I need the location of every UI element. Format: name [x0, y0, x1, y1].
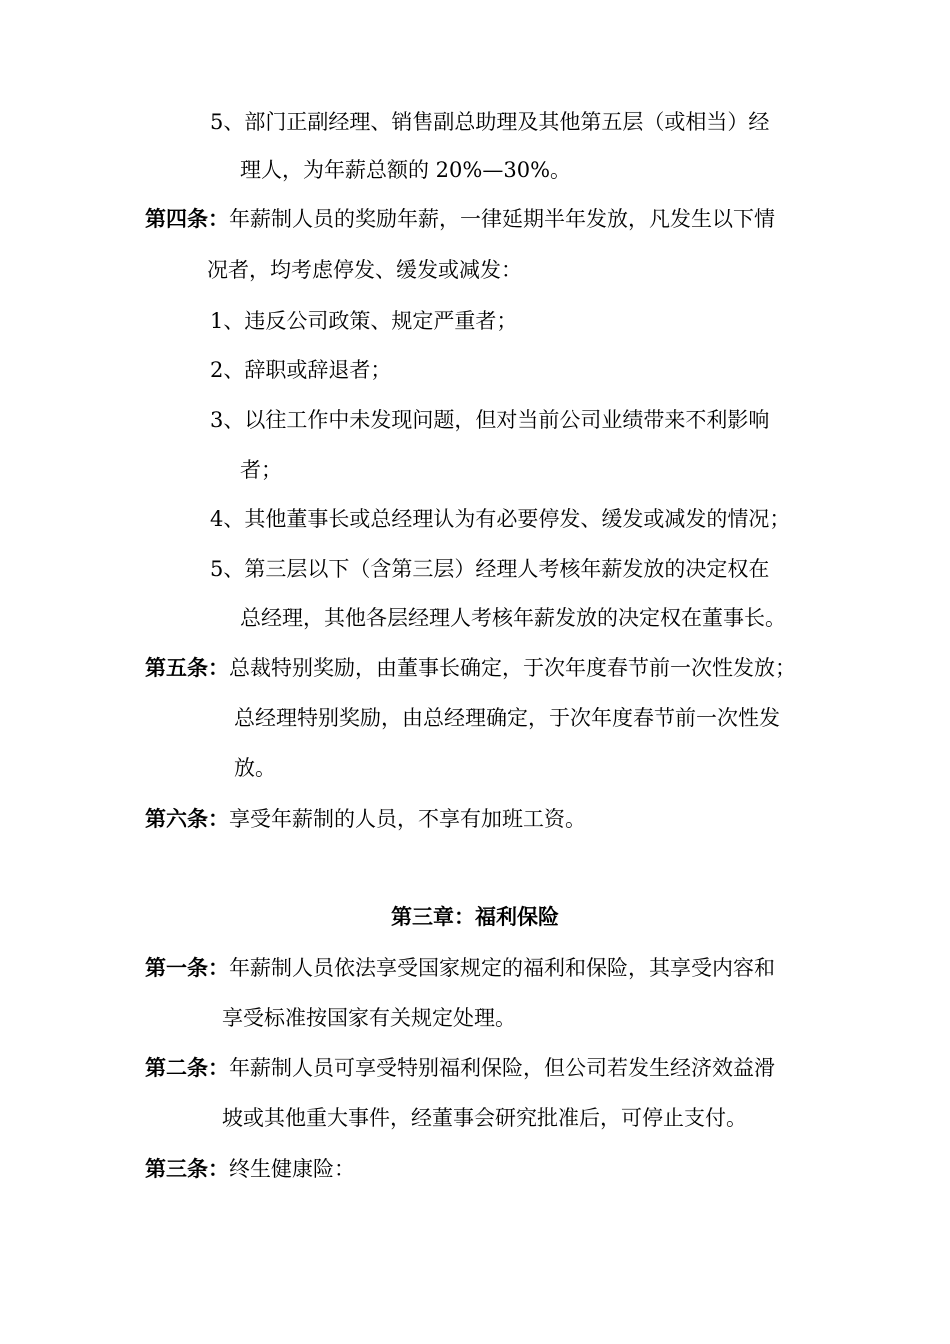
ch3-article-1-first-line — [145, 955, 775, 981]
article-4-item-5-line-1: 5、第三层以下（含第三层）经理人考核年薪发放的决定权在 — [210, 557, 770, 581]
article-4-item-4: 4、其他董事长或总经理认为有必要停发、缓发或减发的情况； — [210, 507, 791, 531]
salary-item-5-line-2: 理人，为年薪总额的 20%—30%。 — [240, 158, 572, 182]
article-4-label: 第四条： — [145, 206, 229, 231]
article-5-first-line — [145, 655, 796, 681]
ch3-article-1-text: 年薪制人员依法享受国家规定的福利和保险，其享受内容和 — [229, 956, 775, 980]
article-4-line-2: 况者，均考虑停发、缓发或减发： — [207, 258, 522, 282]
article-5-line-3: 放。 — [234, 756, 276, 780]
ch3-article-3-label: 第三条： — [145, 1156, 229, 1181]
article-4-text: 年薪制人员的奖励年薪，一律延期半年发放，凡发生以下情 — [229, 207, 775, 231]
article-4-item-2: 2、辞职或辞退者； — [210, 358, 392, 382]
article-4-item-1: 1、违反公司政策、规定严重者； — [210, 309, 518, 333]
ch3-article-1-line-2: 享受标准按国家有关规定处理。 — [222, 1006, 516, 1030]
ch3-article-3-text: 终生健康险： — [229, 1157, 355, 1181]
ch3-article-3-line — [145, 1156, 355, 1182]
ch3-article-2-first-line — [145, 1055, 775, 1081]
article-5-text: 总裁特别奖励，由董事长确定，于次年度春节前一次性发放； — [229, 656, 796, 680]
ch3-article-1-label: 第一条： — [145, 955, 229, 980]
article-4-item-3-line-1: 3、以往工作中未发现问题，但对当前公司业绩带来不利影响 — [210, 408, 770, 432]
ch3-article-2-label: 第二条： — [145, 1055, 229, 1080]
article-4-first-line — [145, 206, 775, 232]
article-6-label: 第六条： — [145, 806, 229, 831]
ch3-article-2-text: 年薪制人员可享受特别福利保险，但公司若发生经济效益滑 — [229, 1056, 775, 1080]
salary-item-5-line-1: 5、部门正副经理、销售副总助理及其他第五层（或相当）经 — [210, 110, 770, 134]
article-6-text: 享受年薪制的人员，不享有加班工资。 — [229, 807, 586, 831]
article-4-item-3-line-2: 者； — [240, 458, 282, 482]
article-6-line — [145, 806, 586, 832]
chapter-3-title: 第三章：福利保险 — [391, 904, 559, 929]
article-5-line-2: 总经理特别奖励，由总经理确定，于次年度春节前一次性发 — [234, 706, 780, 730]
article-5-label: 第五条： — [145, 655, 229, 680]
ch3-article-2-line-2: 坡或其他重大事件，经董事会研究批准后，可停止支付。 — [222, 1106, 747, 1130]
article-4-item-5-line-2: 总经理，其他各层经理人考核年薪发放的决定权在董事长。 — [240, 606, 786, 630]
